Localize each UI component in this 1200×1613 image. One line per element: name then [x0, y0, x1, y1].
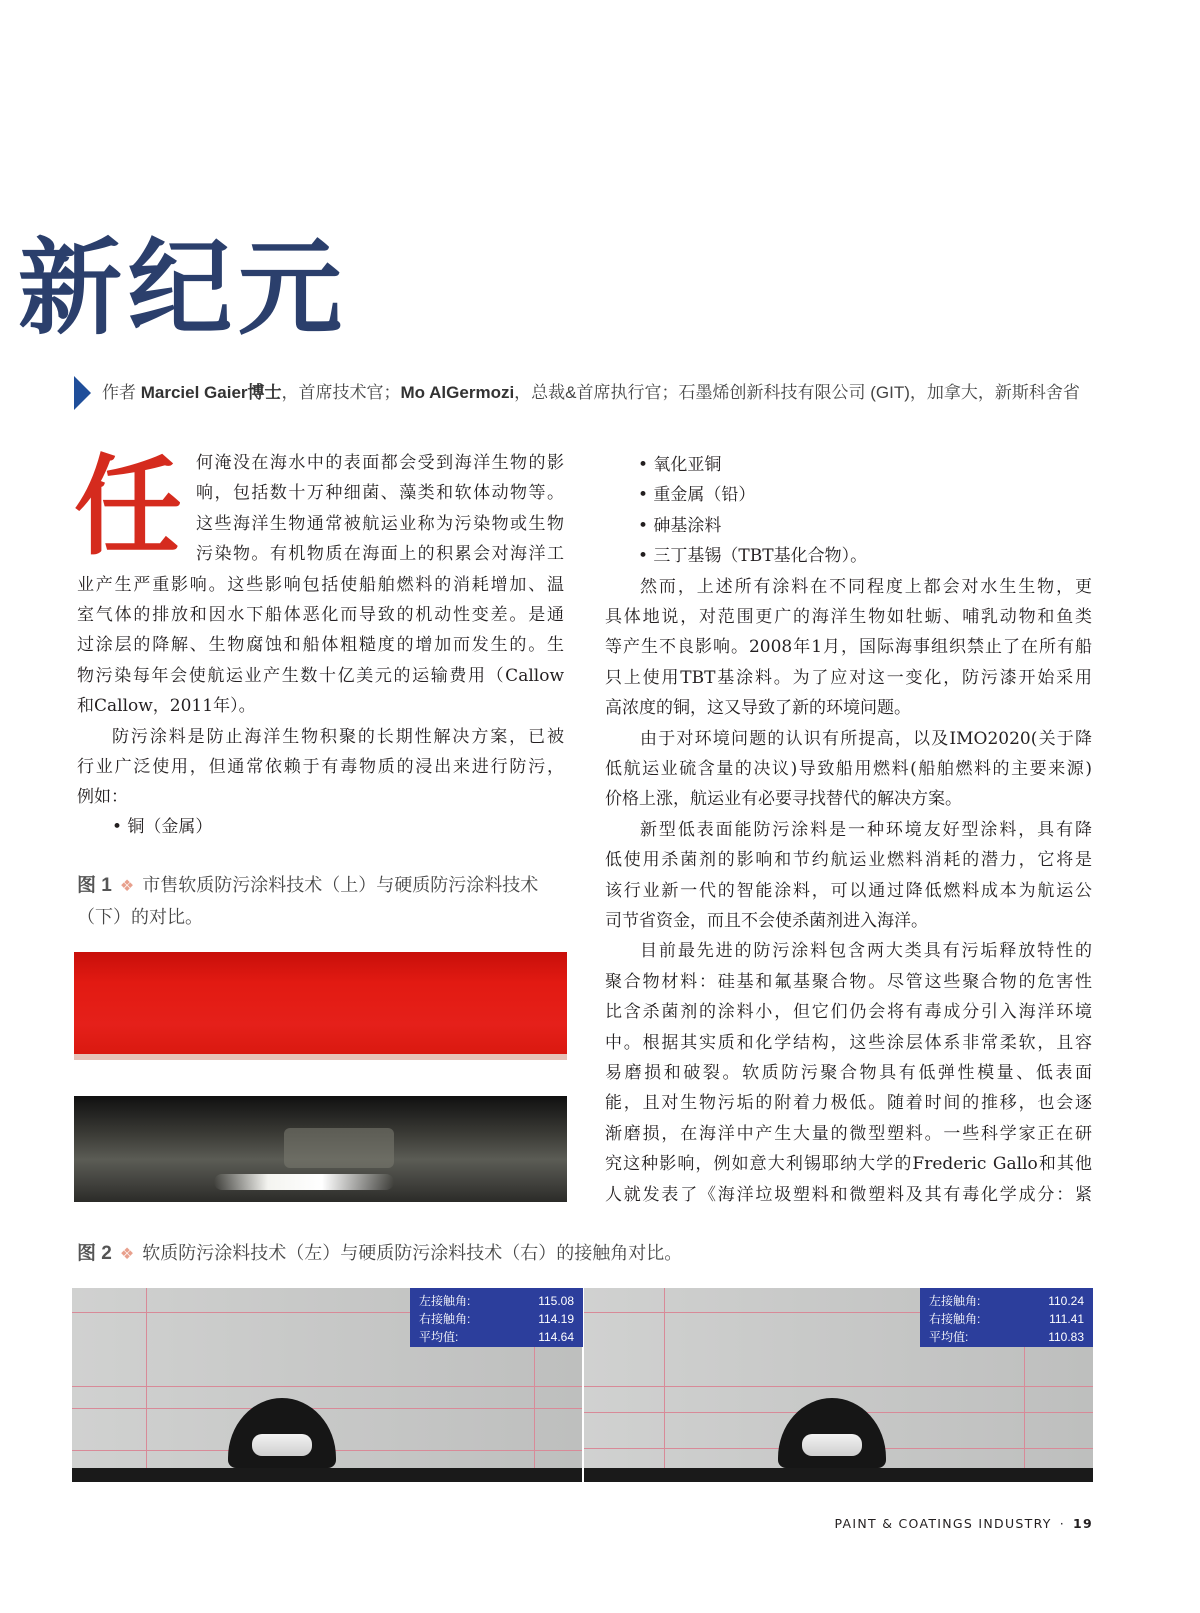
info-key: 右接触角:: [419, 1312, 471, 1326]
intro-line: 响，包括数十万种细菌、藻类和软体动物等。: [196, 483, 564, 504]
guide-line: [72, 1408, 582, 1409]
body-line: 和Callow，2011年）。: [77, 696, 256, 717]
body-line: 行业广泛使用，但通常依赖于有毒物质的浸出来进行防污，: [77, 757, 564, 777]
fig1-caption-line1: 市售软质防污涂料技术（上）与硬质防污涂料技术: [142, 875, 539, 895]
body-line: 目前最先进的防污涂料包含两大类具有污垢释放特性的: [640, 941, 1092, 962]
contact-angle-infobox: [410, 1288, 583, 1347]
fig2-caption-text: 软质防污涂料技术（左）与硬质防污涂料技术（右）的接触角对比。: [142, 1243, 683, 1263]
guide-line: [584, 1386, 1093, 1387]
page-number: 19: [1073, 1516, 1093, 1531]
info-key: 左接触角:: [929, 1294, 981, 1308]
info-value: 110.24: [1048, 1294, 1084, 1308]
body-line: 业产生严重影响。这些影响包括使船舶燃料的消耗增加、温: [77, 574, 564, 595]
body-line: 新型低表面能防污涂料是一种环境友好型涂料，具有降: [640, 819, 1092, 840]
body-line: 中。根据其实质和化学结构，这些涂层体系非常柔软，且容: [605, 1032, 1092, 1053]
fig1-soft-coating-image: [74, 952, 567, 1056]
journal-name: PAINT & COATINGS INDUSTRY: [834, 1516, 1052, 1531]
intro-line: 这些海洋生物通常被航运业称为污染物或生物: [196, 513, 564, 534]
fig1-caption-line2: （下）的对比。: [77, 907, 203, 927]
info-value: 110.83: [1048, 1330, 1084, 1344]
info-row: [419, 1328, 574, 1346]
fig2-caption: [77, 1238, 1077, 1270]
body-line: 究这种影响，例如意大利锡耶纳大学的Frederic Gallo和其他: [605, 1154, 1092, 1175]
page-footer: [834, 1514, 1093, 1534]
fig1-reflection: [284, 1128, 394, 1168]
info-row: [929, 1292, 1084, 1310]
droplet-reflection: [252, 1434, 312, 1456]
body-line: 易磨损和破裂。软质防污聚合物具有低弹性模量、低表面: [605, 1063, 1092, 1083]
substrate: [72, 1468, 582, 1482]
fig2-left-panel: [72, 1288, 582, 1482]
body-line: 具体地说，对范围更广的海洋生物如牡蛎、哺乳动物和鱼类: [605, 607, 1092, 627]
fig2-contact-angle-images: [72, 1288, 1093, 1482]
info-value: 111.41: [1049, 1312, 1084, 1326]
body-line: 低使用杀菌剂的影响和节约航运业燃料消耗的潜力，它将是: [605, 850, 1092, 871]
guide-line: [664, 1288, 665, 1482]
info-value: 114.19: [538, 1312, 574, 1326]
byline-author-1: Marciel Gaier博士: [140, 383, 282, 402]
bullet-item: • 氧化亚铜: [638, 455, 722, 475]
drop-cap: 任: [74, 445, 183, 570]
byline-triangle-icon: [74, 376, 91, 410]
body-line: 然而，上述所有涂料在不同程度上都会对水生生物，更: [640, 576, 1092, 597]
byline-rest: ，总裁&首席执行官；石墨烯创新科技有限公司 (GIT)，加拿大，新斯科舍省: [514, 383, 1080, 402]
body-line: 人就发表了《海洋垃圾塑料和微塑料及其有毒化学成分：紧: [605, 1184, 1092, 1205]
body-line: 价格上涨，航运业有必要寻找替代的解决方案。: [605, 789, 962, 810]
fig2-right-panel: [584, 1288, 1093, 1482]
substrate: [584, 1468, 1093, 1482]
info-row: [419, 1310, 574, 1328]
info-row: [929, 1310, 1084, 1328]
footer-separator: ·: [1059, 1516, 1065, 1531]
body-line: 例如：: [77, 787, 128, 808]
diamond-icon: ❖: [119, 1246, 135, 1263]
byline: [74, 376, 1124, 410]
intro-line: 何淹没在海水中的表面都会受到海洋生物的影: [196, 453, 564, 473]
body-line: 聚合物材料：硅基和氟基聚合物。尽管这些聚合物的危害性: [605, 971, 1092, 992]
byline-prefix: 作者: [102, 383, 141, 402]
body-line: 室气体的排放和因水下船体恶化而导致的机动性变差。是通: [77, 605, 564, 625]
diamond-icon: ❖: [119, 878, 135, 895]
body-line: 司节省资金，而且不会使杀菌剂进入海洋。: [605, 911, 928, 931]
byline-author-2: Mo AlGermozi: [400, 383, 515, 402]
fig2-label: 图 2: [77, 1243, 112, 1264]
body-line: 防污涂料是防止海洋生物积聚的长期性解决方案，已被: [112, 726, 564, 747]
fig1-label: 图 1: [77, 875, 112, 896]
byline-role-1: ，首席技术官；: [281, 383, 401, 402]
info-key: 平均值:: [929, 1330, 969, 1344]
body-line: 低航运业硫含量的决议)导致船用燃料(船舶燃料的主要来源): [605, 759, 1092, 779]
bullet-item: • 重金属（铅）: [638, 485, 756, 506]
body-line: 由于对环境问题的认识有所提高，以及IMO2020(关于降: [640, 728, 1092, 749]
intro-line: 污染物。有机物质在海面上的积累会对海洋工: [196, 544, 564, 565]
fig1-hard-coating-image: [74, 1096, 567, 1202]
guide-line: [72, 1386, 582, 1387]
guide-line: [146, 1288, 147, 1482]
fig1-highlight: [214, 1174, 394, 1190]
info-value: 114.64: [538, 1330, 574, 1344]
headline: 新纪元: [18, 227, 349, 349]
body-line: 过涂层的降解、生物腐蚀和船体粗糙度的增加而发生的。生: [77, 635, 564, 656]
bullet-item: • 三丁基锡（TBT基化合物）。: [638, 546, 868, 567]
contact-angle-infobox: [920, 1288, 1093, 1347]
water-droplet: [778, 1398, 886, 1468]
body-line: 只上使用TBT基涂料。为了应对这一变化，防污漆开始采用: [605, 667, 1092, 688]
byline-text: [102, 376, 1080, 410]
body-line: 该行业新一代的智能涂料，可以通过降低燃料成本为航运公: [605, 880, 1092, 901]
info-row: [929, 1328, 1084, 1346]
info-value: 115.08: [538, 1294, 574, 1308]
body-line: 高浓度的铜，这又导致了新的环境问题。: [605, 698, 911, 719]
info-key: 右接触角:: [929, 1312, 981, 1326]
bullet-item: • 铜（金属）: [112, 817, 213, 837]
body-line: 比含杀菌剂的涂料小，但它们仍会将有毒成分引入海洋环境: [605, 1002, 1092, 1023]
body-line: 等产生不良影响。2008年1月，国际海事组织禁止了在所有船: [605, 637, 1092, 658]
body-line: 能，且对生物污垢的附着力极低。随着时间的推移，也会逐: [605, 1093, 1092, 1114]
info-row: [419, 1292, 574, 1310]
body-line: 物污染每年会使航运业产生数十亿美元的运输费用（Callow: [77, 665, 564, 686]
body-line: 渐磨损，在海洋中产生大量的微型塑料。一些科学家正在研: [605, 1123, 1092, 1144]
droplet-reflection: [802, 1434, 862, 1456]
bullet-item: • 砷基涂料: [638, 515, 722, 536]
fig1-caption: [77, 870, 567, 932]
info-key: 左接触角:: [419, 1294, 471, 1308]
info-key: 平均值:: [419, 1330, 459, 1344]
